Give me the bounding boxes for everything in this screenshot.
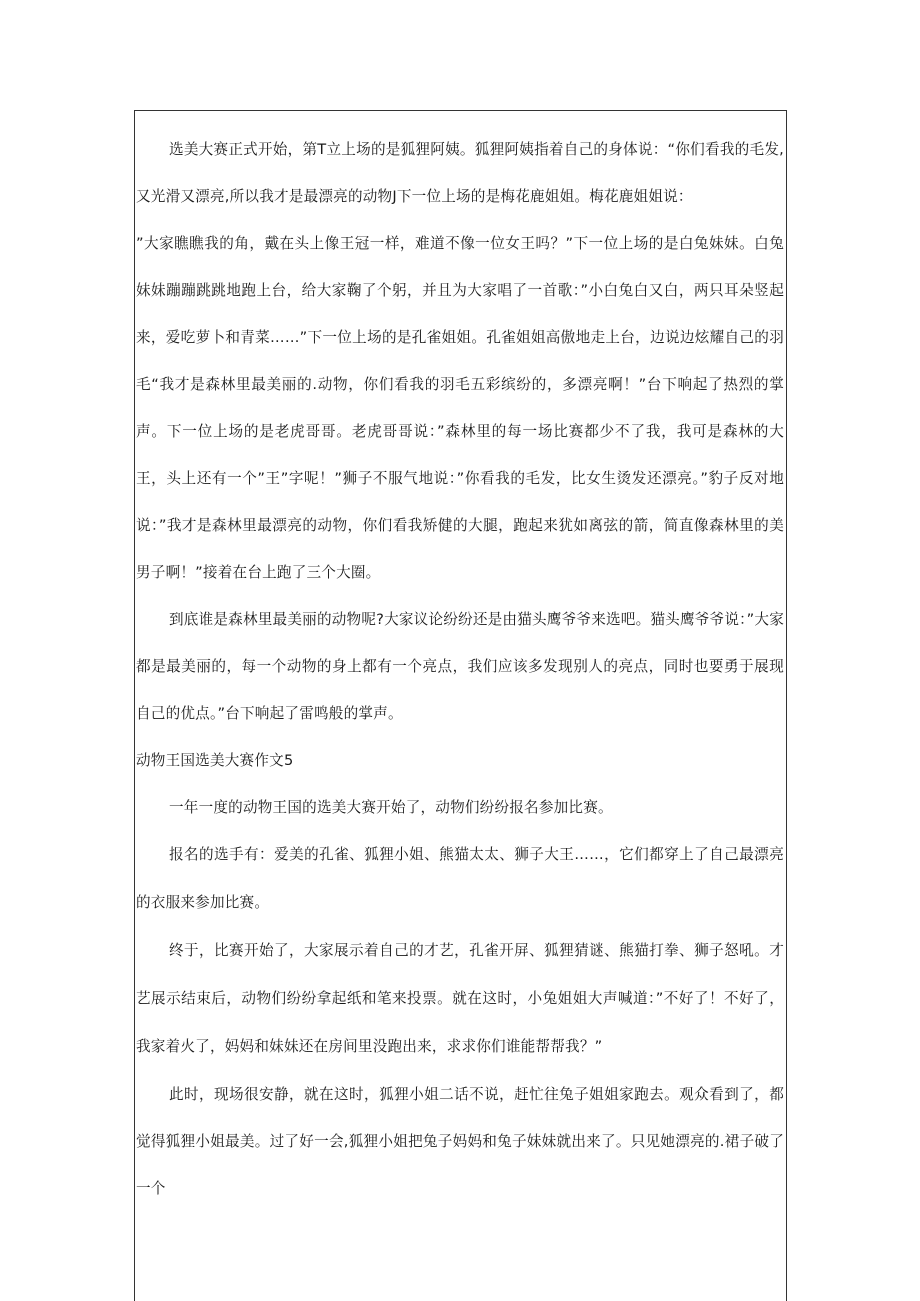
paragraph-owl-verdict: 到底谁是森林里最美丽的动物呢?大家议论纷纷还是由猫头鹰爷爷来选吧。猫头鹰爷爷说：”大家都是最美丽的，每一个动物的身上都有一个亮点，我们应该多发现别人的亮点，同时也要勇于展现自己的优点。”台下响起了雷鸣般的掌声。 (136, 611, 784, 722)
paragraph-annual-contest: 一年一度的动物王国的选美大赛开始了，动物们纷纷报名参加比赛。 (169, 799, 613, 816)
document-body (136, 126, 784, 1212)
paragraph-contest-start: 选美大赛正式开始，第T立上场的是狐狸阿姨。狐狸阿姨指着自己的身体说：“你们看我的毛发,又光滑又漂亮,所以我才是最漂亮的动物J下一位上场的是梅花鹿姐姐。梅花鹿姐姐说： (136, 141, 784, 205)
section-heading: 动物王国选美大赛作文5 (136, 752, 294, 769)
paragraph-contestants: ”大家瞧瞧我的角，戴在头上像王冠一样，难道不像一位女王吗？”下一位上场的是白兔妹妹。白兔妹妹蹦蹦跳跳地跑上台，给大家鞠了个躬，并且为大家唱了一首歌：”小白兔白又白，两只耳朵竖起来，爱吃萝卜和青菜……”下一位上场的是孔雀姐姐。孔雀姐姐高傲地走上台，边说边炫耀自己的羽毛“我才是森林里最美丽的.动物，你们看我的羽毛五彩缤纷的，多漂亮啊！”台下响起了热烈的掌声。下一位上场的是老虎哥哥。老虎哥哥说：”森林里的每一场比赛都少不了我，我可是森林的大王，头上还有一个”王”字呢！”狮子不服气地说：”你看我的毛发，比女生烫发还漂亮。”豹子反对地说：”我才是森林里最漂亮的动物，你们看我矫健的大腿，跑起来犹如离弦的箭，简直像森林里的美男子啊！”接着在台上跑了三个大圈。 (136, 235, 785, 581)
paragraph-talent-show: 终于，比赛开始了，大家展示着自己的才艺，孔雀开屏、狐狸猜谜、熊猫打拳、狮子怒吼。才艺展示结束后，动物们纷纷拿起纸和笔来投票。就在这时，小兔姐姐大声喊道：”不好了！不好了，我家着火了，妈妈和妹妹还在房间里没跑出来，求求你们谁能帮帮我？” (136, 942, 784, 1055)
paragraph-registrants: 报名的选手有：爱美的孔雀、狐狸小姐、熊猫太太、狮子大王……，它们都穿上了自己最漂亮的衣服来参加比赛。 (136, 846, 784, 911)
paragraph-fox-rescue: 此时，现场很安静，就在这时，狐狸小姐二话不说，赶忙往兔子姐姐家跑去。观众看到了，都觉得狐狸小姐最美。过了好一会,狐狸小姐把兔子妈妈和兔子妹妹就出来了。只见她漂亮的.裙子破了一个 (136, 1086, 784, 1197)
